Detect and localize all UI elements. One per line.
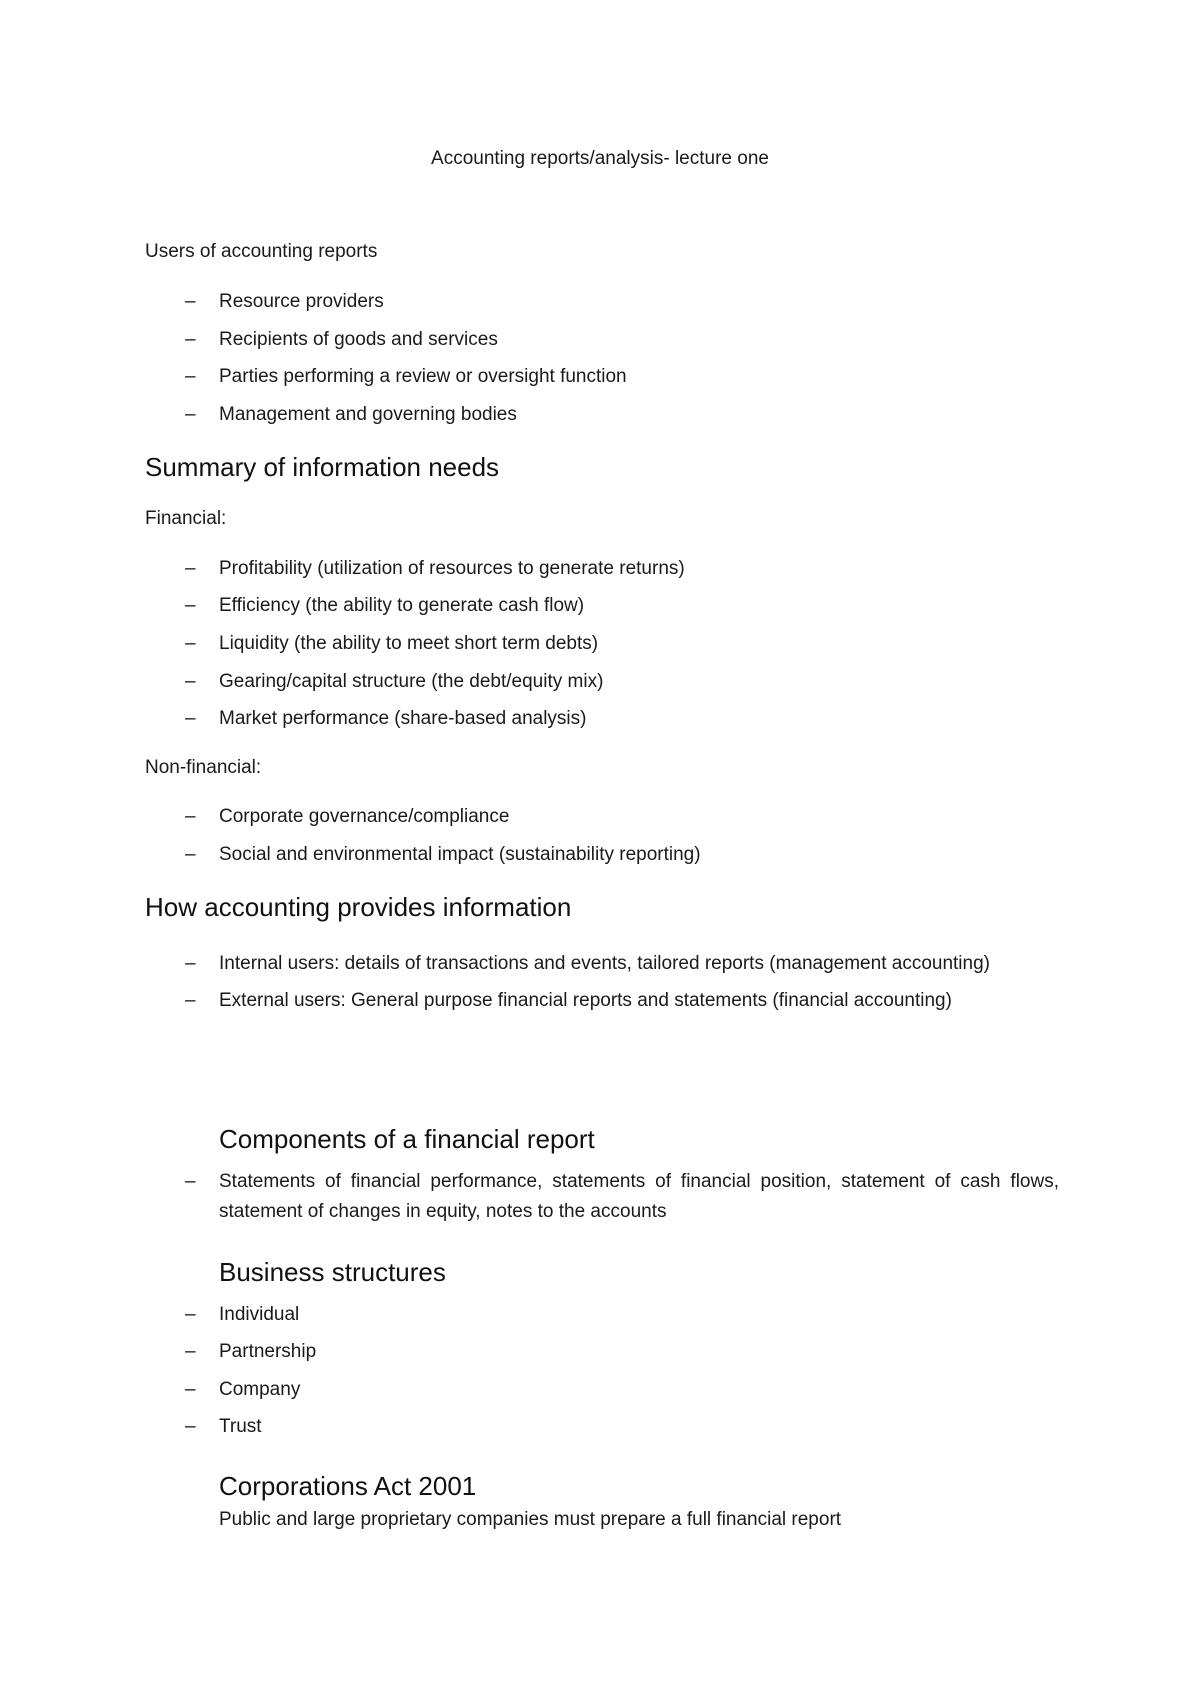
list-item: Management and governing bodies [219,404,517,425]
list-item: Trust [219,1416,262,1437]
bullet-dash: – [185,633,196,654]
bullet-dash: – [185,844,196,865]
how-heading: How accounting provides information [145,892,572,922]
bullet-dash: – [185,990,196,1011]
corporations-text: Public and large proprietary companies must prepare a full financial report [219,1509,842,1530]
bullet-dash: – [185,1304,196,1325]
bullet-dash: – [185,366,196,387]
bullet-dash: – [185,671,196,692]
bullet-dash: – [185,1416,196,1437]
bullet-dash: – [185,404,196,425]
bullet-dash: – [185,708,196,729]
nonfinancial-label: Non-financial: [145,757,262,778]
list-item: Market performance (share-based analysis) [219,708,587,729]
list-item: Individual [219,1304,300,1325]
list-item: Recipients of goods and services [219,329,498,350]
list-item: Resource providers [219,291,384,312]
info-needs-heading: Summary of information needs [145,452,500,482]
bullet-dash: – [185,558,196,579]
bullet-dash: – [185,595,196,616]
components-heading: Components of a financial report [219,1124,595,1154]
list-item: Profitability (utilization of resources to generate returns) [219,558,685,579]
users-heading: Users of accounting reports [145,241,378,262]
list-item: Statements of financial performance, statements of financial position, statement of cash flows, statement of changes in equity, notes to the accounts [219,1171,1059,1222]
bullet-dash: – [185,1171,196,1192]
list-item: Parties performing a review or oversight function [219,366,627,387]
list-item: Gearing/capital structure (the debt/equity mix) [219,671,604,692]
corporations-heading: Corporations Act 2001 [219,1471,477,1501]
list-item: Company [219,1379,301,1400]
list-item: Partnership [219,1341,317,1362]
bullet-dash: – [185,291,196,312]
list-item: Corporate governance/compliance [219,806,510,827]
bullet-dash: – [185,1341,196,1362]
list-item: Liquidity (the ability to meet short term debts) [219,633,599,654]
list-item: Internal users: details of transactions and events, tailored reports (management accounting) [219,953,990,974]
bullet-dash: – [185,953,196,974]
financial-label: Financial: [145,508,227,529]
list-item: External users: General purpose financial reports and statements (financial accounting) [219,990,952,1011]
bullet-dash: – [185,1379,196,1400]
business-heading: Business structures [219,1257,446,1287]
list-item: Social and environmental impact (sustainability reporting) [219,844,701,865]
list-item: Efficiency (the ability to generate cash flow) [219,595,585,616]
bullet-dash: – [185,806,196,827]
page-title: Accounting reports/analysis- lecture one [431,148,769,169]
bullet-dash: – [185,329,196,350]
